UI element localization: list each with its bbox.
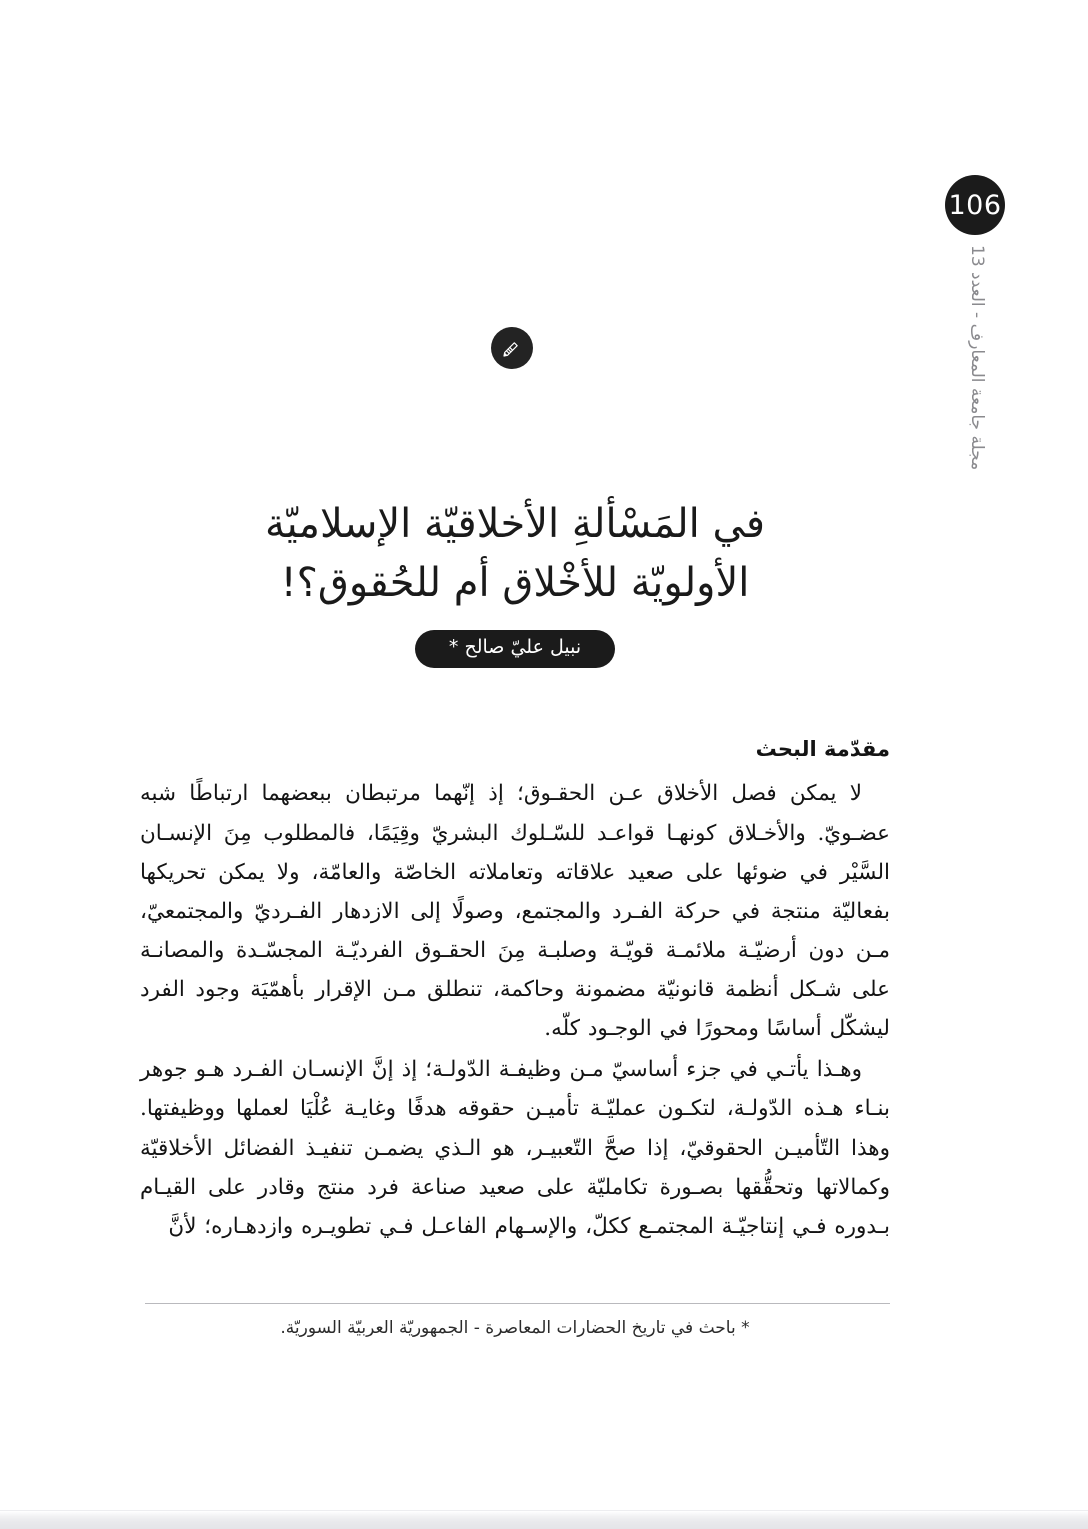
running-head-label: مجلة جامعة المعارف - العدد 13	[967, 245, 987, 471]
section-heading: مقدّمة البحث	[755, 737, 890, 761]
author-name-badge: نبيل عليّ صالح *	[415, 630, 615, 668]
body-paragraph: لا يمكن فصل الأخلاق عـن الحقـوق؛ إذ إنّهما مرتبطان ببعضهما ارتباطًا شبه عضـويّ. والأخـلاق كونهـا قواعـد للسّـلوك البشريّ وقِيَمًا، فالمطلوب مِنَ الإنسـان السَّيْر في ضوئها على صعيد علاقاته وتعاملاته الخاصّة والعامّة، ولا يمكن تحريكها بفعاليّة منتجة في حركة الفـرد والمجتمع، وصولًا إلى الازدهار الفـرديّ والمجتمعيّ، مـن دون أرضيّـة ملائمـة قويّـة وصلبـة مِنَ الحقـوق الفرديّـة المجسّـدة والمصانـة على شـكل أنظمة قانونيّة مضمونة وحاكمة، تنطلق مـن الإقرار بأهمّيَة وجود الفرد ليشكّل أساسًا ومحورًا في الوجـود كلّه.	[140, 781, 890, 1042]
page-number-value: 106	[948, 189, 1002, 221]
page-number-badge	[945, 175, 1005, 235]
article-body	[140, 735, 890, 1248]
page-title-line-1: في المَسْألةِ الأخلاقيّة الإسلاميّة	[265, 500, 765, 547]
pencil-icon	[502, 338, 522, 358]
running-head	[953, 245, 997, 505]
footnote-separator	[145, 1303, 890, 1304]
page-bottom-edge	[0, 1510, 1088, 1529]
body-paragraph: وهـذا يأتـي في جزء أساسيّ مـن وظيفـة الدّولـة؛ إذ إنَّ الإنسـان الفـرد هـو جوهر بنـاء هـذه الدّولـة، لتكـون عمليّـة تأميـن حقوقه هدفًا وغايـة عُلْيَا لعملها ووظيفتها. وهذا التّأميـن الحقوقيّ، إذا صحَّ التّعبيـر، هو الـذي يضمـن تنفيـذ الفضائل الأخلاقيّة وكمالاتها وتحقُّقها بصـورة تكامليّة على صعيد صناعة فرد منتج وقادر على القيـام بـدوره فـي إنتاجيّـة المجتمـع ككلّ، والإسـهام الفاعـل فـي تطويـره وازدهـاره؛ لأنَّ	[140, 1057, 890, 1239]
page-title-line-2: الأولويّة للأخْلاق أم للحُقوق؟!	[280, 559, 750, 606]
footnote-text: * باحث في تاريخ الحضارات المعاصرة - الجمهوريّة العربيّة السوريّة.	[280, 1318, 750, 1338]
author-byline	[140, 630, 890, 668]
page-title	[140, 495, 890, 613]
pencil-emblem	[491, 327, 533, 369]
